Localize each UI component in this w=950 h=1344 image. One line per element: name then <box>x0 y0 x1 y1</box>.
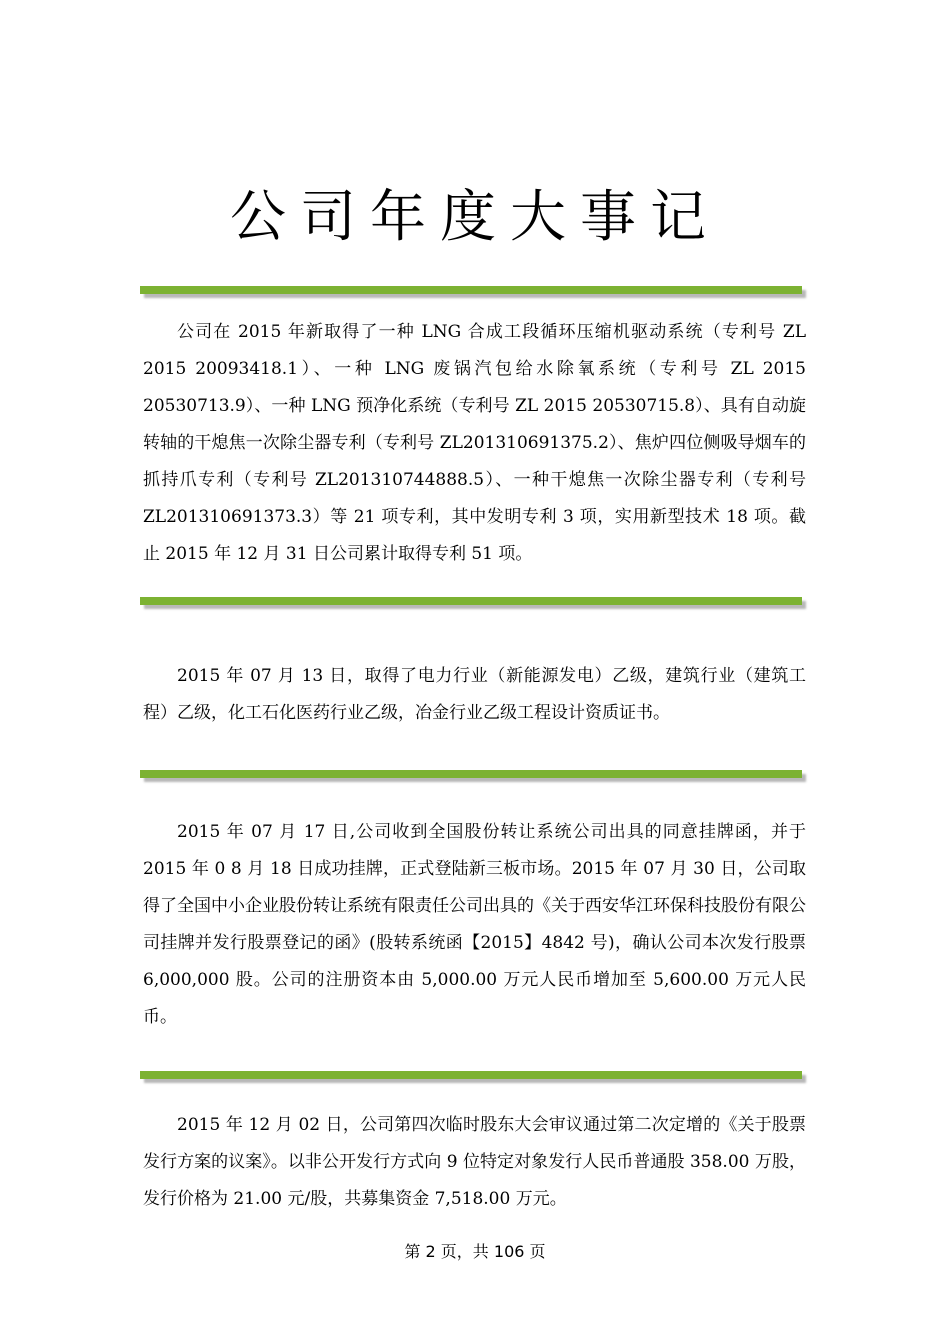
page-title: 公司年度大事记 <box>230 185 720 250</box>
event-patents-paragraph: 公司在 2015 年新取得了一种 LNG 合成工段循环压缩机驱动系统（专利号 ZL 2015 20093418.1）、一种 LNG 废锅汽包给水除氧系统（专利号 ZL 2015 20530713.9）、一种 LNG 预净化系统（专利号 ZL 2015 20530715.8）、具有自动旋转轴的干熄焦一次除尘器专利（专利号 ZL201310691375.2）、焦炉四位侧吸导烟车的抓持爪专利（专利号 ZL201310744888.5）、一种干熄焦一次除尘器专利（专利号 ZL201310691373.3）等 21 项专利，其中发明专利 3 项，实用新型技术 18 项。截止 2015 年 12 月 31 日公司累计取得专利 51 项。 <box>143 322 806 564</box>
page-footer: 第 2 页，共 106 页 <box>404 1242 546 1261</box>
section-divider <box>140 770 802 778</box>
event-listing-paragraph: 2015 年 07 月 17 日,公司收到全国股份转让系统公司出具的同意挂牌函，并于 2015 年 0 8 月 18 日成功挂牌，正式登陆新三板市场。2015 年 07 月 30 日，公司取得了全国中小企业股份转让系统有限责任公司出具的《关于西安华江环保科技股份有限公司挂牌并发行股票登记的函》(股转系统函【2015】4842 号)，确认公司本次发行股票 6,000,000 股。公司的注册资本由 5,000.00 万元人民币增加至 5,600.00 万元人民币。 <box>143 822 806 1027</box>
section-divider <box>140 286 802 294</box>
event-share-issue-paragraph: 2015 年 12 月 02 日，公司第四次临时股东大会审议通过第二次定增的《关于股票发行方案的议案》。以非公开发行方式向 9 位特定对象发行人民币普通股 358.00 万股，发行价格为 21.00 元/股，共募集资金 7,518.00 万元。 <box>143 1115 806 1209</box>
event-qualification-paragraph: 2015 年 07 月 13 日，取得了电力行业（新能源发电）乙级，建筑行业（建筑工程）乙级，化工石化医药行业乙级，冶金行业乙级工程设计资质证书。 <box>143 666 806 723</box>
section-divider <box>140 597 802 605</box>
section-divider <box>140 1071 802 1079</box>
